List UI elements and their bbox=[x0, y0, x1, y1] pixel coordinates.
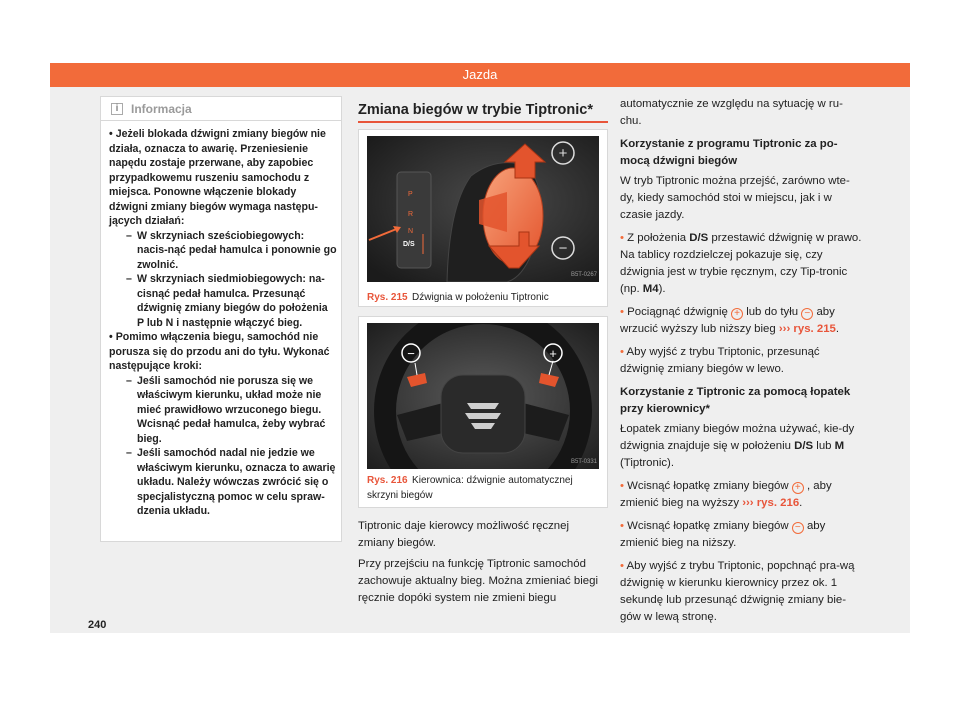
gear-label-p: P bbox=[408, 191, 413, 198]
gear-label-r: R bbox=[408, 211, 414, 218]
info-sub-text: Jeśli samochód nadal nie jedzie we właściwym kierunku, oznacza to awarię układu. Należy wówczas zwrócić się o specjalistyczną pomoc w celu spraw-dzenia układu. bbox=[137, 447, 336, 517]
text: , aby zmienić bieg na wyższy bbox=[620, 480, 832, 509]
figure-reference-link[interactable]: ››› rys. 216 bbox=[742, 497, 800, 509]
text: lub do tyłu bbox=[743, 306, 802, 318]
gear-lever-illustration bbox=[367, 136, 599, 282]
text: . bbox=[799, 497, 803, 509]
bullet-item: • Wcisnąć łopatkę zmiany biegów + , aby zmienić bieg na wyższy ››› rys. 216. bbox=[620, 480, 832, 509]
subheading: Korzystanie z programu Tiptronic za po-mocą dźwigni biegów bbox=[620, 138, 838, 167]
paragraph: automatycznie ze względu na sytuację w ru-chu. bbox=[620, 98, 843, 127]
info-bullet-text: Jeżeli blokada dźwigni zmiany biegów nie działa, oznacza to awarię. Przeniesienie napędu zostaje przerwane, aby zapobiec przypadkowemu ruszeniu samochodu z miejsca. Ponowne włączenie blokady dźwigni zmiany biegów wymaga następu-jących działań: bbox=[109, 128, 326, 227]
info-sub-text: W skrzyniach siedmiobiegowych: na-cisnąć pedał hamulca. Przesunąć dźwignię zmiany biegów do położenia P lub N i następnie włączyć bieg. bbox=[137, 273, 328, 329]
text: (Tiptronic). bbox=[620, 457, 675, 469]
bullet-item: • Z położenia D/S przestawić dźwignię w prawo. Na tablicy rozdzielczej pokazuje się, czy dźwignia jest w trybie ręcznym, czy Tip-tronic (np. M4). bbox=[620, 232, 862, 295]
text: przestawić dźwignię w prawo. Na tablicy rozdzielczej pokazuje się, czy dźwignia jest w trybie ręcznym, czy Tip-tronic (np. bbox=[620, 232, 862, 295]
minus-icon: − bbox=[792, 522, 804, 534]
info-sub-item: – Jeśli samochód nie porusza się we właściwym kierunku, układ może nie mieć prawidłowo wrzuconego biegu. Wcisnąć pedał hamulca, żeby wybrać bieg. bbox=[126, 374, 326, 445]
text: Z położenia bbox=[627, 232, 690, 244]
info-sub-item: – W skrzyniach siedmiobiegowych: na-cisnąć pedał hamulca. Przesunąć dźwignię zmiany biegów do położenia P lub N i następnie włączyć bieg. bbox=[126, 273, 328, 329]
page-number: 240 bbox=[88, 619, 107, 631]
text: Łopatek zmiany biegów można używać, kie-dy dźwignia znajduje się w położeniu bbox=[620, 423, 855, 452]
info-box bbox=[100, 96, 342, 542]
info-icon: i bbox=[111, 103, 123, 115]
bullet-item: • Pociągnąć dźwignię + lub do tyłu − aby wrzucić wyższy lub niższy bieg ››› rys. 215. bbox=[620, 306, 840, 335]
steering-wheel-illustration bbox=[367, 323, 599, 469]
plus-symbol: + bbox=[549, 346, 557, 361]
figure-number: Rys. 216 bbox=[367, 475, 408, 486]
column-2-text bbox=[358, 518, 608, 611]
text: Aby wyjść z trybu Triptonic, popchnąć pra-wą dźwignię w kierunku kierownicy przez ok. 1 sekundę lub przesunąć dźwignię zmiany bie-gów w lewą stronę. bbox=[620, 560, 855, 623]
figure-reference-link[interactable]: ››› rys. 215 bbox=[778, 323, 836, 335]
text: Pociągnąć dźwignię bbox=[627, 306, 732, 318]
info-sub-item: – W skrzyniach sześciobiegowych: nacis-nąć pedał hamulca i ponownie go zwolnić. bbox=[126, 229, 337, 271]
paragraph: Przy przejściu na funkcję Tiptronic samochód zachowuje aktualny bieg. Można zmieniać biegi ręcznie dopóki system nie zmieni biegu bbox=[358, 558, 598, 604]
info-sub-text: Jeśli samochód nie porusza się we właściwym kierunku, układ może nie mieć prawidłowo wrzuconego biegu. Wcisnąć pedał hamulca, żeby wybrać bieg. bbox=[137, 374, 326, 445]
section-title-rule bbox=[358, 121, 608, 123]
minus-icon: − bbox=[801, 308, 813, 320]
text: aby wrzucić wyższy lub niższy bieg bbox=[620, 306, 835, 335]
text-bold: M bbox=[834, 440, 845, 452]
minus-symbol: − bbox=[407, 346, 415, 361]
bullet-item: • Aby wyjść z trybu Triptonic, przesunąć dźwignię zmiany biegów w lewo. bbox=[620, 346, 820, 375]
info-box-body bbox=[109, 127, 337, 519]
text-bold: D/S bbox=[689, 232, 709, 244]
figure-215 bbox=[358, 129, 608, 307]
gear-label-n: N bbox=[408, 228, 414, 235]
figure-code: B5T-0267 bbox=[570, 272, 597, 278]
subheading: Korzystanie z Tiptronic za pomocą łopatek przy kierownicy* bbox=[620, 386, 851, 415]
paragraph: Tiptronic daje kierowcy możliwość ręcznej zmiany biegów. bbox=[358, 520, 570, 549]
gear-label-ds: D/S bbox=[403, 241, 415, 248]
info-bullet-text: Pomimo włączenia biegu, samochód nie porusza się do przodu ani do tyłu. Wykonać następujące kroki: bbox=[109, 331, 330, 372]
header-title: Jazda bbox=[462, 67, 498, 82]
column-3-text bbox=[620, 96, 862, 632]
text: Wcisnąć łopatkę zmiany biegów bbox=[627, 520, 792, 532]
figure-caption-text: Dźwignia w położeniu Tiptronic bbox=[412, 292, 549, 303]
text: ). bbox=[658, 283, 666, 295]
bullet-item: • Aby wyjść z trybu Triptonic, popchnąć pra-wą dźwignię w kierunku kierownicy przez ok. 1 sekundę lub przesunąć dźwignię zmiany bie-gów w lewą stronę. bbox=[620, 560, 855, 623]
info-box-header bbox=[101, 97, 341, 121]
figure-216 bbox=[358, 316, 608, 508]
plus-icon: + bbox=[792, 482, 804, 494]
section-title: Zmiana biegów w trybie Tiptronic* bbox=[358, 102, 593, 118]
figure-caption bbox=[367, 473, 599, 502]
text: . bbox=[835, 323, 840, 335]
figure-number: Rys. 215 bbox=[367, 292, 408, 303]
info-sub-item: – Jeśli samochód nadal nie jedzie we właściwym kierunku, oznacza to awarię układu. Należy wówczas zwrócić się o specjalistyczną pomoc w celu spraw-dzenia układu. bbox=[126, 447, 336, 517]
paragraph bbox=[620, 421, 862, 472]
page-header bbox=[50, 63, 910, 87]
text-bold: D/S bbox=[794, 440, 814, 452]
info-bullet: • Pomimo włączenia biegu, samochód nie porusza się do przodu ani do tyłu. Wykonać następujące kroki: bbox=[109, 331, 330, 372]
bullet-item: • Wcisnąć łopatkę zmiany biegów − aby zmienić bieg na niższy. bbox=[620, 520, 826, 549]
info-sub-text: W skrzyniach sześciobiegowych: nacis-nąć pedał hamulca i ponownie go zwolnić. bbox=[137, 229, 337, 271]
minus-symbol: − bbox=[558, 240, 568, 257]
text: Wcisnąć łopatkę zmiany biegów bbox=[627, 480, 792, 492]
info-box-title: Informacja bbox=[131, 102, 192, 116]
plus-symbol: + bbox=[558, 145, 568, 162]
figure-code: B5T-0331 bbox=[570, 459, 597, 465]
paragraph: W tryb Tiptronic można przejść, zarówno wte-dy, kiedy samochód stoi w miejscu, jak i w czasie jazdy. bbox=[620, 175, 850, 221]
figure-caption-text: Kierownica: dźwignie automatycznej skrzyni biegów bbox=[367, 475, 573, 501]
figure-caption bbox=[367, 290, 599, 305]
text: aby zmienić bieg na niższy. bbox=[620, 520, 826, 549]
text: lub bbox=[813, 440, 835, 452]
text-bold: M4 bbox=[642, 283, 659, 295]
info-bullet: • Jeżeli blokada dźwigni zmiany biegów nie działa, oznacza to awarię. Przeniesienie napędu zostaje przerwane, aby zapobiec przypadkowemu ruszeniu samochodu z miejsca. Ponowne włączenie blokady dźwigni zmiany biegów wymaga następu-jących działań: bbox=[109, 128, 326, 227]
plus-icon: + bbox=[731, 308, 743, 320]
text: Aby wyjść z trybu Triptonic, przesunąć dźwignię zmiany biegów w lewo. bbox=[620, 346, 820, 375]
